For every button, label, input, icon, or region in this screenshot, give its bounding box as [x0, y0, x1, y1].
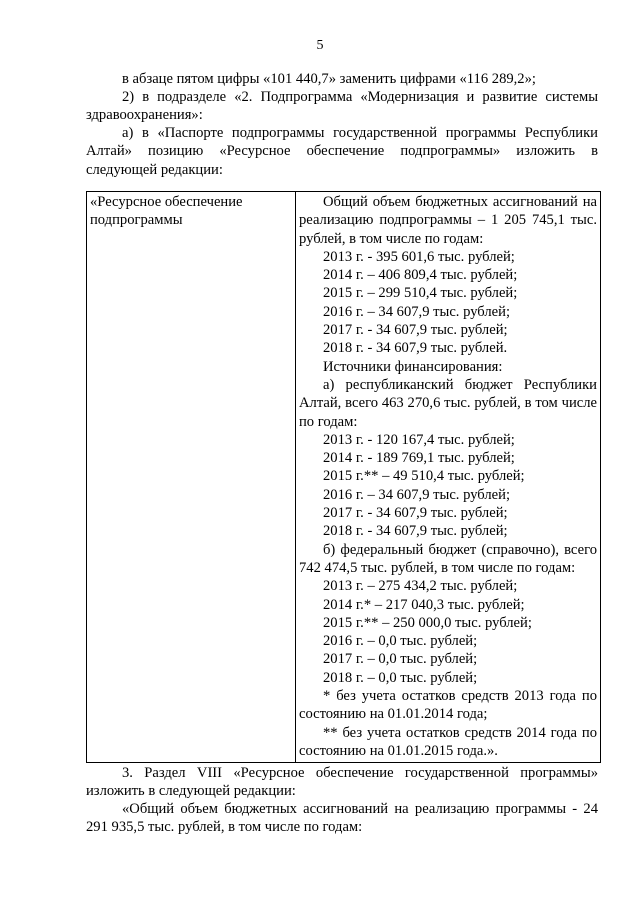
table-row [87, 192, 601, 763]
year-line: 2013 г. - 395 601,6 тыс. рублей; [323, 248, 515, 265]
year-line: 2016 г. – 0,0 тыс. рублей; [323, 633, 478, 650]
year-line: 2013 г. – 275 434,2 тыс. рублей; [323, 578, 518, 595]
year-line: 2017 г. – 0,0 тыс. рублей; [323, 651, 478, 668]
paragraph-section-8: 3. Раздел VIII «Ресурсное обеспечение государственной программы» изложить в следующей редакции: [86, 765, 598, 800]
resource-table [86, 191, 601, 763]
year-line: 2017 г. - 34 607,9 тыс. рублей; [323, 322, 508, 339]
year-line: 2018 г. - 34 607,9 тыс. рублей; [323, 523, 508, 540]
sources-heading: Источники финансирования: [323, 358, 503, 375]
republic-budget-text: а) республиканский бюджет Республики Алтай, всего 463 270,6 тыс. рублей, в том числе по годам: [299, 376, 597, 430]
year-line: 2016 г. – 34 607,9 тыс. рублей; [323, 303, 510, 320]
federal-budget-text: б) федеральный бюджет (справочно), всего 742 474,5 тыс. рублей, в том числе по годам: [299, 541, 597, 576]
resource-label-cell: «Ресурсное обеспечение подпрограммы [87, 192, 296, 763]
year-line: 2015 г. – 299 510,4 тыс. рублей; [323, 285, 518, 302]
page-number: 5 [316, 38, 324, 53]
year-line: 2017 г. - 34 607,9 тыс. рублей; [323, 505, 508, 522]
year-line: 2018 г. – 0,0 тыс. рублей; [323, 669, 478, 686]
year-line: 2018 г. - 34 607,9 тыс. рублей. [323, 340, 508, 357]
year-line: 2016 г. – 34 607,9 тыс. рублей; [323, 486, 510, 503]
year-line: 2013 г. - 120 167,4 тыс. рублей; [323, 431, 515, 448]
resource-value-cell [296, 192, 601, 763]
paragraph-digits-replacement: в абзаце пятом цифры «101 440,7» заменить цифрами «116 289,2»; [122, 71, 536, 87]
paragraph-program-total: «Общий объем бюджетных ассигнований на реализацию программы - 24 291 935,5 тыс. рублей, в том числе по годам: [86, 801, 598, 836]
paragraph-passport-position: а) в «Паспорте подпрограммы государственной программы Республики Алтай» позицию «Ресурсное обеспечение подпрограммы» изложить в следующей редакции: [86, 125, 598, 178]
year-line: 2014 г.* – 217 040,3 тыс. рублей; [323, 596, 525, 613]
year-line: 2015 г.** – 250 000,0 тыс. рублей; [323, 614, 532, 631]
year-line: 2015 г.** – 49 510,4 тыс. рублей; [323, 468, 525, 485]
year-line: 2014 г. - 189 769,1 тыс. рублей; [323, 450, 515, 467]
paragraph-subsection-2: 2) в подразделе «2. Подпрограмма «Модернизация и развитие системы здравоохранения»: [86, 89, 598, 124]
footnote-2014: ** без учета остатков средств 2014 года по состоянию на 01.01.2015 года.». [299, 724, 597, 759]
footnote-2013: * без учета остатков средств 2013 года по состоянию на 01.01.2014 года; [299, 688, 597, 723]
total-budget-text: Общий объем бюджетных ассигнований на реализацию подпрограммы – 1 205 745,1 тыс. рублей, в том числе по годам: [299, 194, 597, 247]
year-line: 2014 г. – 406 809,4 тыс. рублей; [323, 267, 518, 284]
